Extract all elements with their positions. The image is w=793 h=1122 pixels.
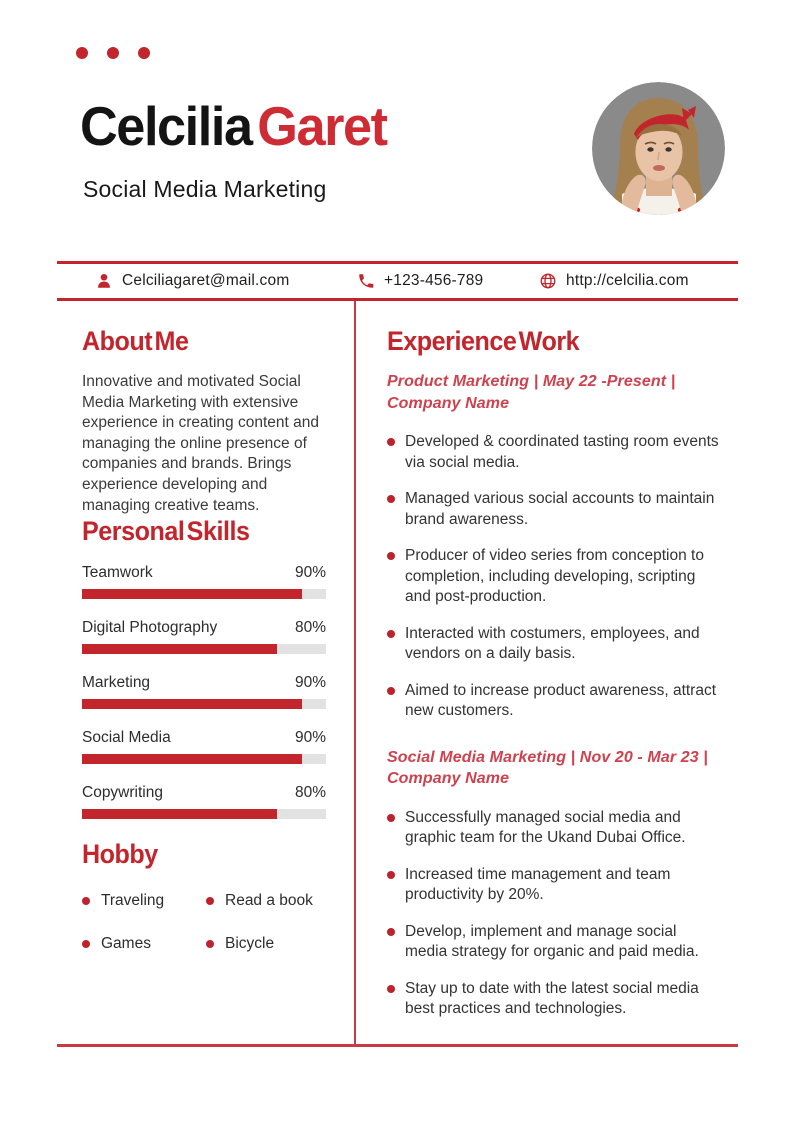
dot-icon [107,47,119,59]
skill-label: Copywriting [82,784,163,802]
skill-item [82,674,326,709]
hobby-heading: Hobby [82,839,158,870]
bullet-icon [387,871,395,879]
globe-icon [539,272,557,290]
hobby-item [82,935,206,953]
experience-heading: Experience Work [387,326,580,356]
job-bullet-text: Developed & coordinated tasting room events via social media. [405,433,719,471]
job-bullet-text: Successfully managed social media and graphic team for the Ukand Dubai Office. [405,808,686,846]
hobby-label: Traveling [101,892,165,910]
job-bullet [387,546,720,608]
skill-label: Social Media [82,729,171,747]
profile-photo-illustration [592,82,725,215]
skill-item [82,729,326,764]
person-first-name: Celcilia [80,95,252,157]
skill-bar-track [82,809,326,819]
skill-bar-track [82,644,326,654]
skill-percent: 80% [294,784,326,802]
website-text: http://celcilia.com [566,272,689,289]
bullet-icon [387,438,395,446]
bottom-rule-line [57,1044,738,1047]
hobby-item [82,892,206,910]
email-text: Celciliagaret@mail.com [122,272,290,289]
bullet-icon [387,814,395,822]
job-bullet [387,808,720,849]
skill-item [82,784,326,819]
job-bullet [387,922,720,963]
decorative-dots [76,47,150,59]
person-icon [95,272,113,290]
skill-label: Marketing [82,674,151,692]
skill-bar-fill [82,644,277,654]
dot-icon [76,47,88,59]
left-column [82,326,326,953]
hobby-label: Bicycle [225,935,275,953]
phone-icon [357,272,375,290]
skill-bar-track [82,589,326,599]
contact-email [95,264,289,298]
person-last-name: Garet [257,95,387,157]
column-divider-line [354,301,356,1044]
bullet-icon [82,940,90,948]
contact-phone [357,264,483,298]
person-name [80,94,403,158]
bullet-icon [387,928,395,936]
job-bullet [387,624,720,665]
skill-label: Digital Photography [82,619,218,637]
job-bullet-list [387,432,720,722]
dot-icon [138,47,150,59]
job-bullet-text: Increased time management and team productivity by 20%. [405,865,671,903]
skills-list [82,564,326,819]
profile-photo [592,82,725,215]
job-bullet [387,979,720,1020]
hobby-label: Read a book [225,892,313,910]
skill-bar-track [82,754,326,764]
bullet-icon [82,897,90,905]
job-bullet-text: Develop, implement and manage social media strategy for organic and paid media. [405,922,699,960]
job-role-subtitle: Social Media Marketing [83,176,327,202]
skill-percent: 90% [294,729,326,747]
skill-bar-fill [82,809,277,819]
job-bullet [387,681,720,722]
personal-skills-heading: Personal Skills [82,516,250,547]
job-bullet-text: Interacted with costumers, employees, and vendors on a daily basis. [405,624,700,662]
bullet-icon [206,940,214,948]
skill-bar-fill [82,589,302,599]
job-title: Social Media Marketing | Nov 20 - Mar 23 | Company Name [387,748,708,787]
skill-bar-track [82,699,326,709]
bullet-icon [387,552,395,560]
skill-label: Teamwork [82,564,153,582]
hobby-item [206,935,326,953]
contact-bar [57,261,738,301]
bullet-icon [387,687,395,695]
job-bullet-text: Producer of video series from conception to completion, including developing, scripting and post-production. [405,547,704,605]
skill-item [82,619,326,654]
job-bullet-list [387,808,720,1020]
hobby-item [206,892,326,910]
skill-percent: 90% [294,564,326,582]
job-bullet-text: Aimed to increase product awareness, attract new customers. [405,681,717,719]
skill-percent: 80% [294,619,326,637]
job-bullet [387,865,720,906]
bullet-icon [387,495,395,503]
skill-percent: 90% [294,674,326,692]
about-me-text: Innovative and motivated Social Media Marketing with extensive experience in creating content and managing the online presence of companies and brands. Brings experience developing and managing creative teams. [82,373,319,514]
phone-text: +123-456-789 [384,272,484,289]
bullet-icon [387,985,395,993]
job-bullet-text: Managed various social accounts to maintain brand awareness. [405,490,715,528]
job-bullet [387,489,720,530]
bullet-icon [206,897,214,905]
job-title: Product Marketing | May 22 -Present | Company Name [387,373,676,412]
job-bullet [387,432,720,473]
hobby-list [82,892,326,953]
skill-bar-fill [82,699,302,709]
skill-item [82,564,326,599]
skill-bar-fill [82,754,302,764]
bullet-icon [387,630,395,638]
about-me-heading: About Me [82,326,189,356]
hobby-label: Games [101,935,151,953]
right-column [387,326,720,1036]
contact-website [539,264,689,298]
job-bullet-text: Stay up to date with the latest social media best practices and technologies. [405,979,699,1017]
